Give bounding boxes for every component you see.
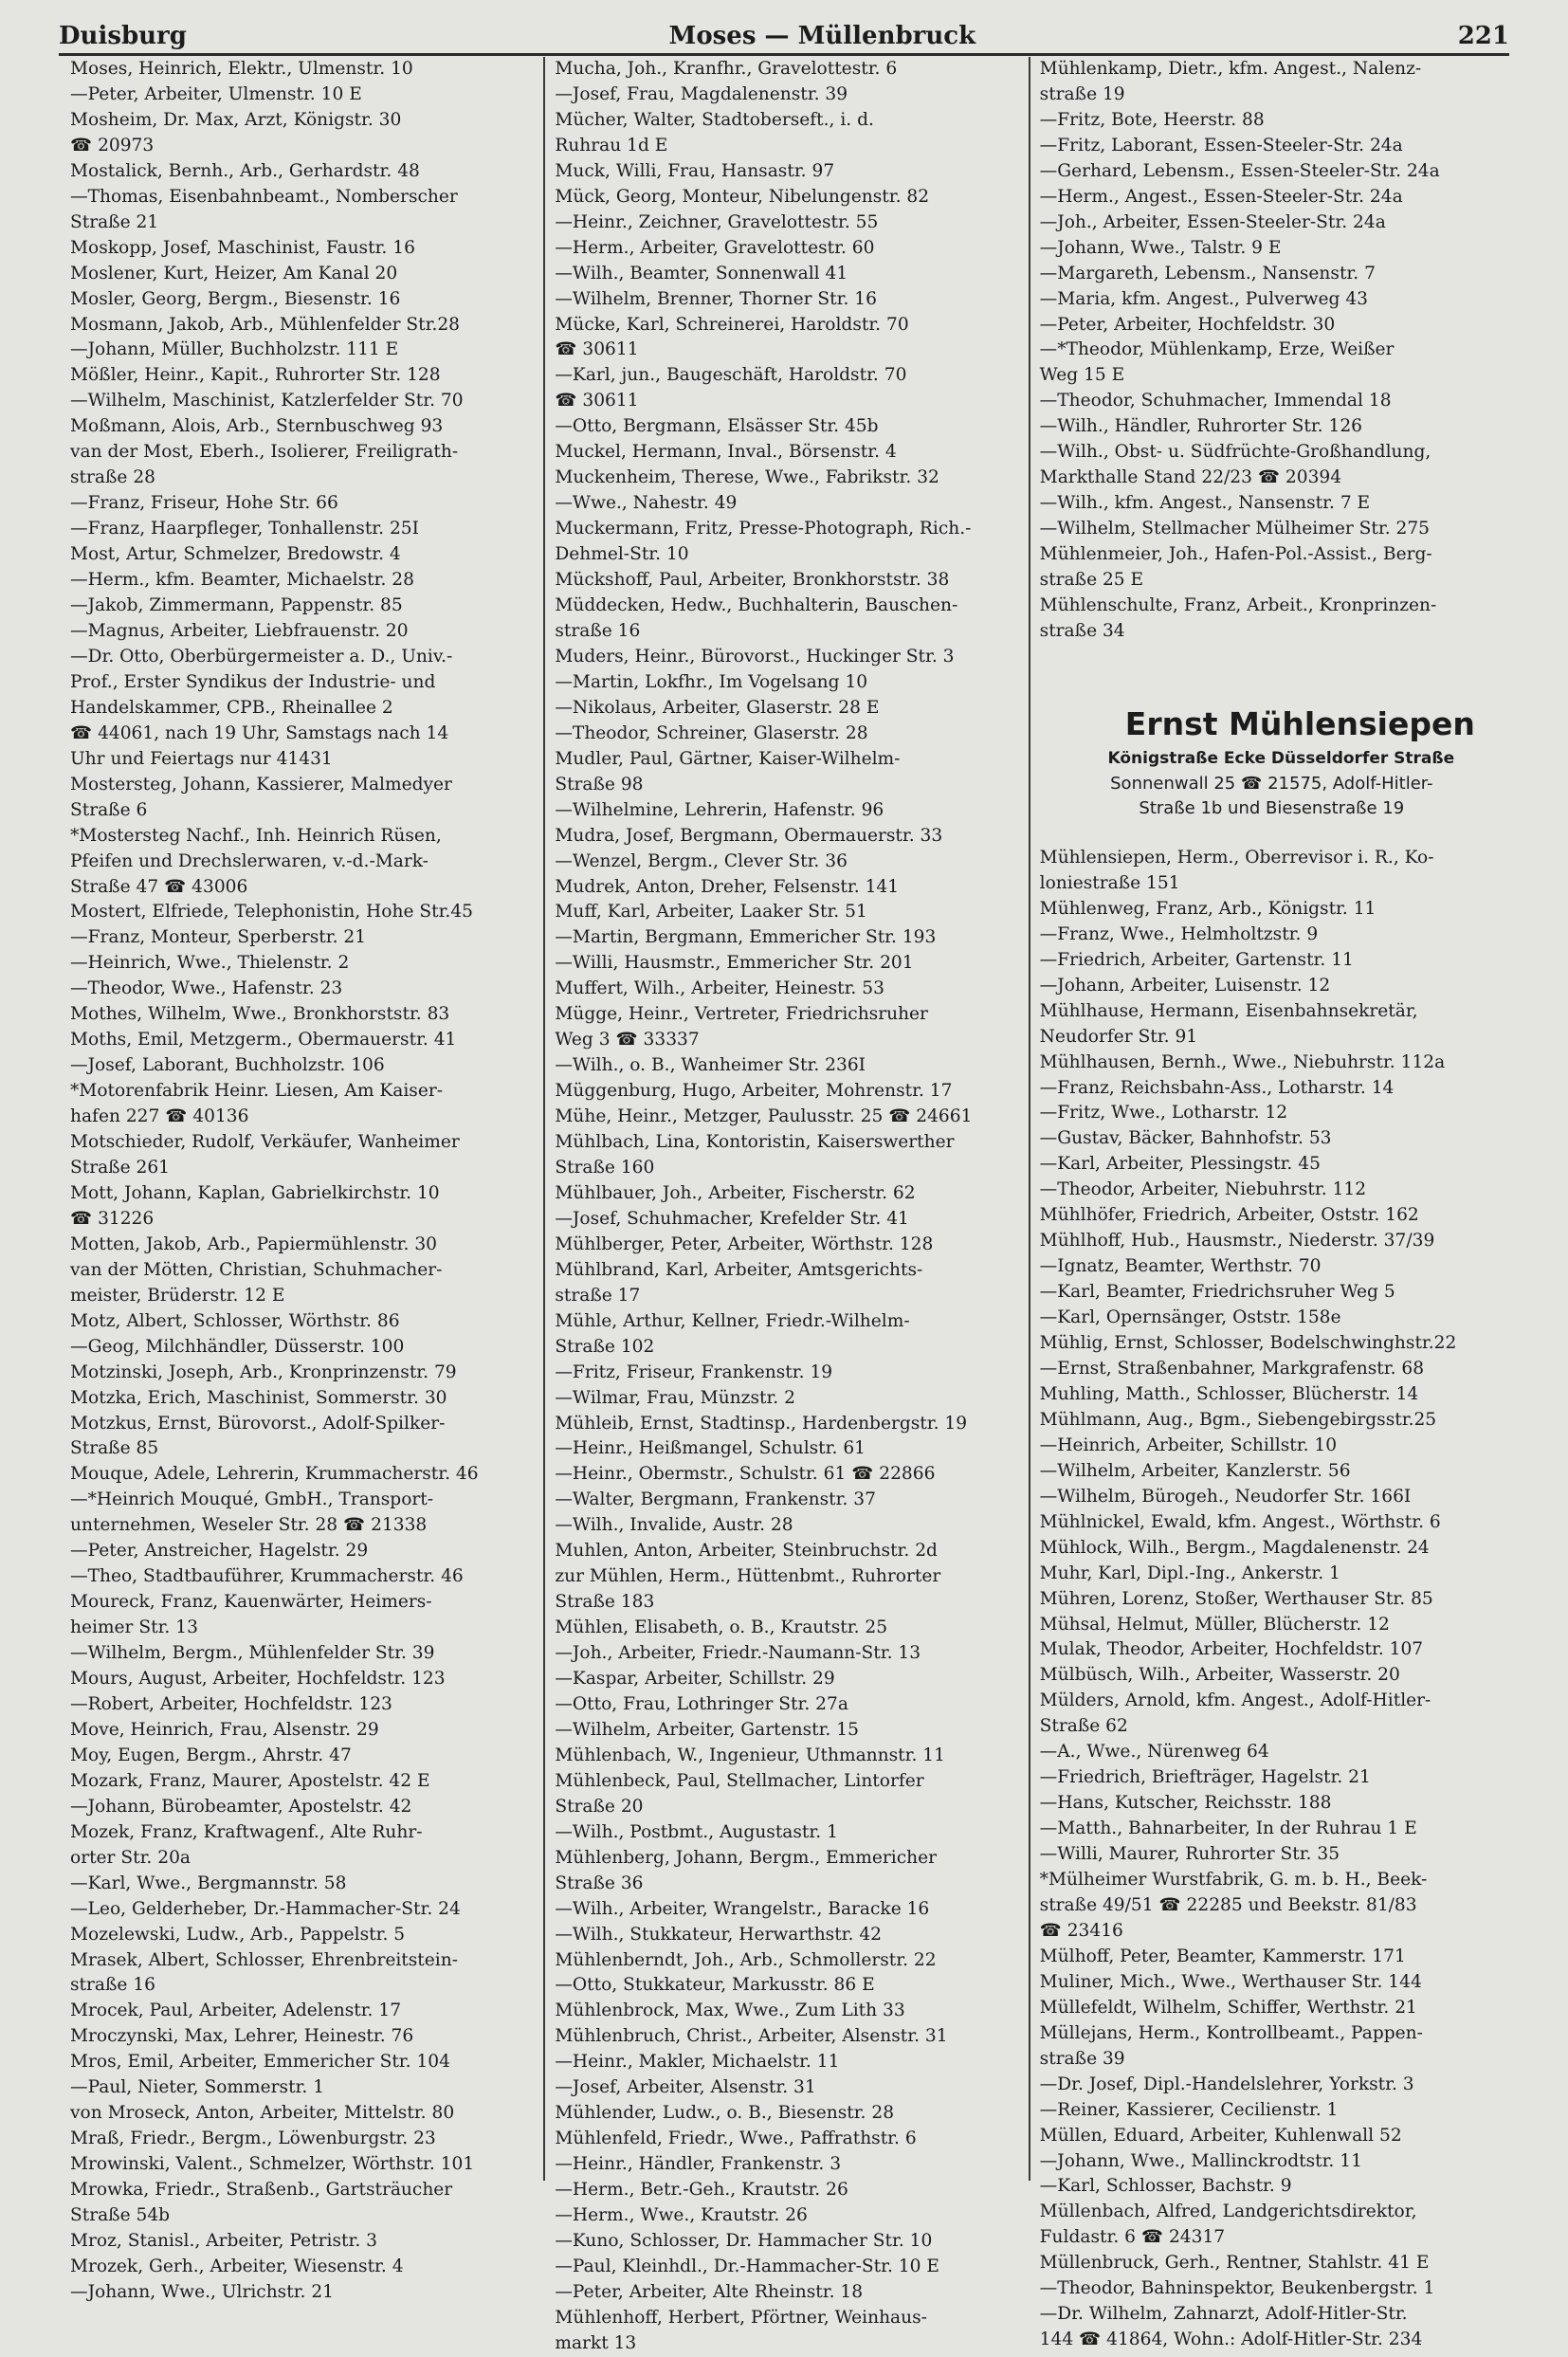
entry-line: Mücke, Karl, Schreinerei, Haroldstr. 70 [555, 314, 909, 335]
entry-line: —Kaspar, Arbeiter, Schillstr. 29 [555, 1669, 835, 1690]
entry-line: Mügge, Heinr., Vertreter, Friedrichsruher [555, 1004, 928, 1025]
entry-line: Mülbüsch, Wilh., Arbeiter, Wasserstr. 20 [1039, 1665, 1400, 1686]
entry-line: —Nikolaus, Arbeiter, Glaserstr. 28 E [555, 697, 880, 718]
entry-line: —Herm., kfm. Beamter, Michaelstr. 28 [70, 570, 414, 591]
entry-line: Mühlbach, Lina, Kontoristin, Kaiserswerther [555, 1132, 955, 1153]
entry-line: straße 17 [555, 1285, 641, 1306]
entry-line: —A., Wwe., Nürenweg 64 [1039, 1742, 1269, 1763]
entry-line: —Wilhelm, Arbeiter, Gartenstr. 15 [555, 1719, 859, 1740]
entry-line: Mosler, Georg, Bergm., Biesenstr. 16 [70, 288, 401, 309]
entry-line: Fuldastr. 6 ☎ 24317 [1039, 2227, 1226, 2248]
entry-line: —Ernst, Straßenbahner, Markgrafenstr. 68 [1039, 1358, 1425, 1379]
entry-line: Mößler, Heinr., Kapit., Ruhrorter Str. 128 [70, 365, 441, 386]
entry-line: Mucha, Joh., Kranfhr., Gravelottestr. 6 [555, 59, 898, 79]
entry-line: Weg 3 ☎ 33337 [555, 1030, 700, 1051]
entry-line: —Geog, Milchhändler, Düsserstr. 100 [70, 1336, 405, 1357]
entry-line: —Karl, Opernsänger, Oststr. 158e [1039, 1307, 1341, 1328]
entry-line: —Johann, Wwe., Mallinckrodtstr. 11 [1039, 2150, 1362, 2171]
entry-line: —Fritz, Laborant, Essen-Steeler-Str. 24a [1039, 135, 1403, 155]
entry-line: —Theo, Stadtbauführer, Krummacherstr. 46 [70, 1566, 464, 1587]
entry-line: —Peter, Arbeiter, Alte Rheinstr. 18 [555, 2281, 864, 2302]
ad-address-line-3: Straße 1b und Biesenstraße 19 [1139, 797, 1405, 818]
entry-line: Mühlenbrock, Max, Wwe., Zum Lith 33 [555, 2001, 905, 2021]
entry-line: Mosmann, Jakob, Arb., Mühlenfelder Str.28 [70, 314, 461, 335]
entry-line: Mühlenkamp, Dietr., kfm. Angest., Nalenz- [1039, 59, 1422, 79]
entry-line: straße 39 [1039, 2048, 1125, 2069]
entry-line: Straße 21 [70, 211, 159, 232]
entry-line: Mostert, Elfriede, Telephonistin, Hohe Str.45 [70, 902, 473, 923]
entry-line: —Theodor, Schreiner, Glaserstr. 28 [555, 722, 868, 743]
entry-line: —Otto, Bergmann, Elsässer Str. 45b [555, 416, 879, 437]
entry-line: Mühlbrand, Karl, Arbeiter, Amtsgerichts- [555, 1259, 923, 1280]
entry-line: —*Theodor, Mühlenkamp, Erze, Weißer [1039, 339, 1395, 360]
entry-line: —Reiner, Kassierer, Cecilienstr. 1 [1039, 2099, 1339, 2120]
entry-line: Mühlhausen, Bernh., Wwe., Niebuhrstr. 112a [1039, 1051, 1446, 1072]
entry-line: Mosheim, Dr. Max, Arzt, Königstr. 30 [70, 109, 402, 130]
entry-line: —Dr. Josef, Dipl.-Handelslehrer, Yorkstr. 3 [1039, 2074, 1414, 2094]
entry-line: Muck, Willi, Frau, Hansastr. 97 [555, 160, 835, 181]
entry-line: —Wilh., o. B., Wanheimer Str. 236I [555, 1055, 866, 1076]
entry-line: Moßmann, Alois, Arb., Sternbuschweg 93 [70, 416, 444, 437]
entry-line: —Joh., Arbeiter, Essen-Steeler-Str. 24a [1039, 211, 1386, 232]
entry-line: Mühlenhoff, Herbert, Pförtner, Weinhaus- [555, 2307, 927, 2328]
entry-line: —Paul, Kleinhdl., Dr.-Hammacher-Str. 10 E [555, 2256, 939, 2276]
entry-line: Mroz, Stanisl., Arbeiter, Petristr. 3 [70, 2231, 377, 2252]
entry-line: Moureck, Franz, Kauenwärter, Heimers- [70, 1592, 432, 1613]
entry-line: Mraß, Friedr., Bergm., Löwenburgstr. 23 [70, 2129, 436, 2149]
entry-line: —Dr. Wilhelm, Zahnarzt, Adolf-Hitler-Str. [1039, 2304, 1408, 2325]
entry-line: Mulak, Theodor, Arbeiter, Hochfeldstr. 107 [1039, 1639, 1424, 1660]
entry-line: —Peter, Anstreicher, Hagelstr. 29 [70, 1541, 369, 1562]
entry-line: Mühlenschulte, Franz, Arbeit., Kronprinzen- [1039, 595, 1437, 616]
entry-line: —Wilhelm, Bergm., Mühlenfelder Str. 39 [70, 1643, 435, 1664]
entry-line: Mühlensiepen, Herm., Oberrevisor i. R., Ko- [1039, 847, 1434, 868]
entry-line: —Friedrich, Briefträger, Hagelstr. 21 [1039, 1767, 1371, 1788]
entry-line: Straße 98 [555, 774, 644, 795]
entry-line: unternehmen, Weseler Str. 28 ☎ 21338 [70, 1515, 428, 1536]
entry-line: —Hans, Kutscher, Reichsstr. 188 [1039, 1793, 1332, 1814]
entry-line: Mrowinski, Valent., Schmelzer, Wörthstr. 101 [70, 2154, 475, 2175]
entry-line: —Matth., Bahnarbeiter, In der Ruhrau 1 E [1039, 1818, 1417, 1839]
entry-line: Mühlberger, Peter, Arbeiter, Wörthstr. 128 [555, 1233, 934, 1254]
entry-line: Moths, Emil, Metzgerm., Obermauerstr. 41 [70, 1030, 457, 1051]
entry-line: Müllenbach, Alfred, Landgerichtsdirektor, [1039, 2202, 1417, 2222]
entry-line: Handelskammer, CPB., Rheinallee 2 [70, 697, 393, 718]
column-2 [543, 57, 1028, 2353]
entry-line: Mück, Georg, Monteur, Nibelungenstr. 82 [555, 186, 930, 207]
column-1 [61, 57, 543, 2302]
entry-line: —Otto, Stukkateur, Markusstr. 86 E [555, 1975, 875, 1996]
ad-address-line-1: Königstraße Ecke Düsseldorfer Straße [1107, 748, 1455, 768]
entry-line: —Wilh., Händler, Ruhrorter Str. 126 [1039, 416, 1362, 437]
entry-line: —Otto, Frau, Lothringer Str. 27a [555, 1694, 848, 1714]
entry-line: Straße 62 [1039, 1716, 1128, 1737]
entry-line: Mros, Emil, Arbeiter, Emmericher Str. 104 [70, 2052, 450, 2073]
entry-line: Mühlenweg, Franz, Arb., Königstr. 11 [1039, 898, 1377, 919]
entry-line: —Joh., Arbeiter, Friedr.-Naumann-Str. 13 [555, 1643, 921, 1664]
entry-line: —Jakob, Zimmermann, Pappenstr. 85 [70, 595, 403, 616]
entry-line: —Karl, jun., Baugeschäft, Haroldstr. 70 [555, 365, 907, 386]
entry-line: —Heinrich, Arbeiter, Schillstr. 10 [1039, 1434, 1338, 1455]
entry-line: —Walter, Bergmann, Frankenstr. 37 [555, 1489, 876, 1510]
entry-line: —Leo, Gelderheber, Dr.-Hammacher-Str. 24 [70, 1898, 461, 1919]
entry-line: Motzkus, Ernst, Bürovorst., Adolf-Spilker- [70, 1413, 446, 1434]
entry-line: —Wilmar, Frau, Münzstr. 2 [555, 1387, 795, 1408]
entry-line: Müggenburg, Hugo, Arbeiter, Mohrenstr. 17 [555, 1081, 953, 1102]
entry-line: —Wenzel, Bergm., Clever Str. 36 [555, 850, 848, 871]
entry-line: —Karl, Wwe., Bergmannstr. 58 [70, 1873, 347, 1893]
entry-line: straße 16 [70, 1975, 155, 1996]
ad-name: Ernst Mühlensiepen [1124, 704, 1475, 742]
entry-line: Muhlen, Anton, Arbeiter, Steinbruchstr. 2d [555, 1541, 938, 1562]
entry-line: Müllenbruck, Gerh., Rentner, Stahlstr. 41 E [1039, 2253, 1430, 2274]
entry-line: —Franz, Friseur, Hohe Str. 66 [70, 493, 338, 514]
entry-line: —Wilh., kfm. Angest., Nansenstr. 7 E [1039, 493, 1371, 514]
entry-line: —Karl, Arbeiter, Plessingstr. 45 [1039, 1154, 1321, 1175]
entry-line: —Franz, Wwe., Helmholtzstr. 9 [1039, 923, 1319, 944]
entry-line: —Wilhelm, Arbeiter, Kanzlerstr. 56 [1039, 1460, 1351, 1481]
entry-line: Mühlnickel, Ewald, kfm. Angest., Wörthstr. 6 [1039, 1511, 1441, 1532]
page-header [59, 19, 1509, 56]
entry-line: —Fritz, Wwe., Lotharstr. 12 [1039, 1103, 1288, 1124]
entry-line: —Wilh., Postbmt., Augustastr. 1 [555, 1821, 838, 1842]
entry-line: Mühlhöfer, Friedrich, Arbeiter, Oststr. 162 [1039, 1205, 1419, 1226]
entry-line: Mühlenbruch, Christ., Arbeiter, Alsenstr. 31 [555, 2026, 948, 2047]
entry-line: straße 19 [1039, 83, 1125, 104]
entry-line: —Karl, Beamter, Friedrichsruher Weg 5 [1039, 1282, 1395, 1303]
entry-line: Mühlenbach, W., Ingenieur, Uthmannstr. 11 [555, 1745, 945, 1765]
entry-line: Straße 183 [555, 1592, 655, 1613]
entry-line: Mühlenfeld, Friedr., Wwe., Paffrathstr. 6 [555, 2129, 917, 2149]
entry-line: Pfeifen und Drechslerwaren, v.-d.-Mark- [70, 850, 428, 871]
entry-line: Markthalle Stand 22/23 ☎ 20394 [1039, 467, 1342, 488]
entry-line: —*Heinrich Mouqué, GmbH., Transport- [70, 1489, 434, 1510]
entry-line: van der Mötten, Christian, Schuhmacher- [70, 1259, 443, 1280]
entry-line: Mühlenmeier, Joh., Hafen-Pol.-Assist., Berg- [1039, 544, 1432, 565]
entry-line: Mozelewski, Ludw., Arb., Pappelstr. 5 [70, 1924, 406, 1945]
entry-line: Mühlmann, Aug., Bgm., Siebengebirgsstr.25 [1039, 1409, 1437, 1430]
entry-line: Moses, Heinrich, Elektr., Ulmenstr. 10 [70, 59, 413, 79]
entry-line: Muliner, Mich., Wwe., Werthauser Str. 144 [1039, 1971, 1422, 1992]
entry-line: Mozek, Franz, Kraftwagenf., Alte Ruhr- [70, 1821, 423, 1842]
entry-line: van der Most, Eberh., Isolierer, Freiligrath- [70, 442, 459, 463]
column-3-entries-bottom [1040, 846, 1504, 2353]
advertisement [1040, 703, 1504, 821]
entry-line: Muckermann, Fritz, Presse-Photograph, Rich.- [555, 519, 972, 539]
entry-line: Straße 160 [555, 1157, 655, 1178]
entry-line: —Heinr., Zeichner, Gravelottestr. 55 [555, 211, 879, 232]
entry-line: ☎ 31226 [70, 1208, 155, 1229]
entry-line: Motten, Jakob, Arb., Papiermühlenstr. 30 [70, 1233, 437, 1254]
page-number: 221 [1457, 22, 1509, 50]
entry-line: Mours, August, Arbeiter, Hochfeldstr. 123 [70, 1669, 446, 1690]
entry-line: —Wilhelm, Stellmacher Mülheimer Str. 275 [1039, 519, 1431, 539]
entry-line: Straße 85 [70, 1438, 159, 1459]
entry-line: —Magnus, Arbeiter, Liebfrauenstr. 20 [70, 620, 409, 641]
entry-line: —Herm., Arbeiter, Gravelottestr. 60 [555, 237, 875, 258]
entry-line: meister, Brüderstr. 12 E [70, 1285, 285, 1306]
entry-line: *Motorenfabrik Heinr. Liesen, Am Kaiser- [70, 1081, 444, 1102]
entry-line: Mudrek, Anton, Dreher, Felsenstr. 141 [555, 876, 900, 897]
entry-line: —Johann, Wwe., Talstr. 9 E [1039, 237, 1282, 258]
entry-line: Mühlenbeck, Paul, Stellmacher, Lintorfer [555, 1770, 924, 1791]
entry-line: Mühlhause, Hermann, Eisenbahnsekretär, [1039, 1000, 1418, 1021]
entry-line: —Martin, Bergmann, Emmericher Str. 193 [555, 927, 937, 948]
entry-line: ☎ 20973 [70, 135, 155, 155]
entry-line: orter Str. 20a [70, 1847, 191, 1868]
entry-line: straße 49/51 ☎ 22285 und Beekstr. 81/83 [1039, 1895, 1417, 1915]
entry-line: Müddecken, Hedw., Buchhalterin, Bauschen- [555, 595, 958, 616]
entry-line: —Josef, Arbeiter, Alsenstr. 31 [555, 2077, 816, 2098]
entry-line: Muders, Heinr., Bürovorst., Huckinger Str. 3 [555, 646, 955, 667]
entry-line: —Wilh., Invalide, Austr. 28 [555, 1515, 793, 1536]
entry-line: Straße 261 [70, 1157, 171, 1178]
entry-line: Mrozek, Gerh., Arbeiter, Wiesenstr. 4 [70, 2256, 404, 2276]
entry-line: von Mroseck, Anton, Arbeiter, Mittelstr. 80 [70, 2103, 455, 2124]
entry-line: Mühlen, Elisabeth, o. B., Krautstr. 25 [555, 1617, 888, 1638]
entry-line: —Robert, Arbeiter, Hochfeldstr. 123 [70, 1694, 392, 1714]
entry-line: —Wilh., Stukkateur, Herwarthstr. 42 [555, 1924, 883, 1945]
entry-line: Mostalick, Bernh., Arb., Gerhardstr. 48 [70, 160, 420, 181]
entry-line: Mrocek, Paul, Arbeiter, Adelenstr. 17 [70, 2001, 402, 2021]
entry-line: heimer Str. 13 [70, 1617, 198, 1638]
entry-line: straße 25 E [1039, 570, 1144, 591]
entry-line: Move, Heinrich, Frau, Alsenstr. 29 [70, 1719, 379, 1740]
entry-line: Dehmel-Str. 10 [555, 544, 689, 565]
entry-line: Straße 54b [70, 2205, 171, 2226]
entry-line: Muckenheim, Therese, Wwe., Fabrikstr. 32 [555, 467, 939, 488]
entry-line: —Franz, Monteur, Sperberstr. 21 [70, 927, 367, 948]
entry-line: Mühlender, Ludw., o. B., Biesenstr. 28 [555, 2103, 895, 2124]
entry-line: —Wilh., Beamter, Sonnenwall 41 [555, 263, 848, 283]
entry-line: —Josef, Schuhmacher, Krefelder Str. 41 [555, 1208, 909, 1229]
entry-line: Mudra, Josef, Bergmann, Obermauerstr. 33 [555, 825, 943, 846]
entry-line: straße 28 [70, 467, 155, 488]
entry-line: 144 ☎ 41864, Wohn.: Adolf-Hitler-Str. 234 [1039, 2330, 1423, 2350]
entry-line: Müllen, Eduard, Arbeiter, Kuhlenwall 52 [1039, 2125, 1402, 2146]
entry-line: Straße 20 [555, 1796, 644, 1817]
entry-line: Motzinski, Joseph, Arb., Kronprinzenstr. 79 [70, 1361, 457, 1382]
entry-line: Straße 102 [555, 1336, 655, 1357]
entry-line: Mothes, Wilhelm, Wwe., Bronkhorststr. 83 [70, 1004, 450, 1025]
entry-line: —Martin, Lokfhr., Im Vogelsang 10 [555, 671, 868, 692]
entry-line: —Wilh., Obst- u. Südfrüchte-Großhandlung, [1039, 442, 1431, 463]
entry-line: —Herm., Angest., Essen-Steeler-Str. 24a [1039, 186, 1403, 207]
entry-line: hafen 227 ☎ 40136 [70, 1106, 249, 1127]
entry-line: Mühlbauer, Joh., Arbeiter, Fischerstr. 62 [555, 1182, 916, 1203]
entry-line: —Theodor, Wwe., Hafenstr. 23 [70, 978, 343, 999]
header-city: Duisburg [59, 22, 187, 50]
column-3 [1029, 57, 1513, 2350]
entry-line: Mühle, Arthur, Kellner, Friedr.-Wilhelm- [555, 1310, 910, 1331]
entry-line: —Theodor, Bahninspektor, Beukenbergstr. 1 [1039, 2278, 1435, 2299]
entry-line: Prof., Erster Syndikus der Industrie- und [70, 671, 436, 692]
entry-line: Mühlenberg, Johann, Bergm., Emmericher [555, 1847, 938, 1868]
entry-line: ☎ 44061, nach 19 Uhr, Samstags nach 14 [70, 722, 449, 743]
entry-line: —Peter, Arbeiter, Hochfeldstr. 30 [1039, 314, 1336, 335]
entry-line: *Mostersteg Nachf., Inh. Heinrich Rüsen, [70, 825, 442, 846]
directory-columns [61, 57, 1513, 2353]
entry-line: —Johann, Wwe., Ulrichstr. 21 [70, 2281, 335, 2302]
entry-line: loniestraße 151 [1039, 872, 1180, 893]
entry-line: Mudler, Paul, Gärtner, Kaiser-Wilhelm- [555, 748, 901, 769]
entry-line: —Heinr., Händler, Frankenstr. 3 [555, 2154, 842, 2175]
entry-line: Straße 6 [70, 799, 148, 820]
entry-line: Müllefeldt, Wilhelm, Schiffer, Werthstr. 21 [1039, 1997, 1417, 2018]
entry-line: —Peter, Arbeiter, Ulmenstr. 10 E [70, 83, 362, 104]
entry-line: Mrasek, Albert, Schlosser, Ehrenbreitstein- [70, 1949, 458, 1970]
entry-line: —Paul, Nieter, Sommerstr. 1 [70, 2077, 325, 2098]
entry-line: Moslener, Kurt, Heizer, Am Kanal 20 [70, 263, 398, 283]
entry-line: Mühsal, Helmut, Müller, Blücherstr. 12 [1039, 1614, 1390, 1635]
entry-line: —Fritz, Friseur, Frankenstr. 19 [555, 1361, 833, 1382]
entry-line: —Herm., Wwe., Krautstr. 26 [555, 2205, 808, 2226]
entry-line: —Theodor, Schuhmacher, Immendal 18 [1039, 391, 1392, 411]
entry-line: —Wilh., Arbeiter, Wrangelstr., Baracke 16 [555, 1898, 930, 1919]
entry-line: —Heinr., Makler, Michaelstr. 11 [555, 2052, 840, 2073]
entry-line: —Friedrich, Arbeiter, Gartenstr. 11 [1039, 949, 1354, 970]
entry-line: Muhling, Matth., Schlosser, Blücherstr. 14 [1039, 1383, 1419, 1404]
entry-line: —Heinr., Obermstr., Schulstr. 61 ☎ 22866 [555, 1464, 936, 1485]
entry-line: Mostersteg, Johann, Kassierer, Malmedyer [70, 774, 452, 795]
entry-line: Mühlock, Wilh., Bergm., Magdalenenstr. 24 [1039, 1537, 1430, 1558]
entry-line: Mrowka, Friedr., Straßenb., Gartsträucher [70, 2180, 453, 2201]
entry-line: —Thomas, Eisenbahnbeamt., Nomberscher [70, 186, 458, 207]
entry-line: —Kuno, Schlosser, Dr. Hammacher Str. 10 [555, 2231, 933, 2252]
entry-line: Mühlhoff, Hub., Hausmstr., Niederstr. 37/39 [1039, 1231, 1435, 1252]
entry-line: Muhr, Karl, Dipl.-Ing., Ankerstr. 1 [1039, 1562, 1340, 1583]
entry-line: Ruhrau 1d E [555, 135, 668, 155]
entry-line: —Wilhelm, Maschinist, Katzlerfelder Str. 70 [70, 391, 464, 411]
entry-line: Straße 36 [555, 1873, 644, 1893]
entry-line: Mühe, Heinr., Metzger, Paulusstr. 25 ☎ 24661 [555, 1106, 973, 1127]
entry-line: —Margareth, Lebensm., Nansenstr. 7 [1039, 263, 1376, 283]
entry-line: *Mülheimer Wurstfabrik, G. m. b. H., Beek- [1039, 1870, 1428, 1891]
entry-line: Mroczynski, Max, Lehrer, Heinestr. 76 [70, 2026, 414, 2047]
entry-line: —Johann, Arbeiter, Luisenstr. 12 [1039, 975, 1331, 996]
entry-line: —Wwe., Nahestr. 49 [555, 493, 738, 514]
entry-line: —Ignatz, Beamter, Werthstr. 70 [1039, 1256, 1322, 1277]
entry-line: Mühren, Lorenz, Stoßer, Werthauser Str. 85 [1039, 1588, 1433, 1609]
entry-line: Mülders, Arnold, kfm. Angest., Adolf-Hitler- [1039, 1690, 1431, 1711]
entry-line: —Theodor, Arbeiter, Niebuhrstr. 112 [1039, 1179, 1367, 1200]
entry-line: Moskopp, Josef, Maschinist, Faustr. 16 [70, 237, 415, 258]
entry-line: Motz, Albert, Schlosser, Wörthstr. 86 [70, 1310, 400, 1331]
entry-line: —Fritz, Bote, Heerstr. 88 [1039, 109, 1265, 130]
entry-line: straße 34 [1039, 620, 1125, 641]
entry-line: —Willi, Maurer, Ruhrorter Str. 35 [1039, 1844, 1340, 1865]
entry-line: Motzka, Erich, Maschinist, Sommerstr. 30 [70, 1387, 447, 1408]
entry-line: Müllejans, Herm., Kontrollbeamt., Pappen- [1039, 2022, 1423, 2043]
entry-line: markt 13 [555, 2332, 637, 2353]
entry-line: —Willi, Hausmstr., Emmericher Str. 201 [555, 953, 914, 974]
entry-line: straße 16 [555, 620, 641, 641]
entry-line: Mozark, Franz, Maurer, Apostelstr. 42 E [70, 1770, 430, 1791]
entry-line: —Wilhelm, Bürogeh., Neudorfer Str. 166I [1039, 1486, 1412, 1507]
header-range: Moses — Müllenbruck [668, 22, 976, 50]
entry-line: Mühlig, Ernst, Schlosser, Bodelschwinghstr.22 [1039, 1333, 1457, 1354]
ad-address-line-2: Sonnenwall 25 ☎ 21575, Adolf-Hitler- [1110, 773, 1433, 794]
entry-line: zur Mühlen, Herm., Hüttenbmt., Ruhrorter [555, 1566, 941, 1587]
entry-line: Neudorfer Str. 91 [1039, 1026, 1198, 1047]
column-3-entries-top [1040, 57, 1504, 645]
entry-line: Moy, Eugen, Bergm., Ahrstr. 47 [70, 1745, 352, 1765]
entry-line: Muffert, Wilh., Arbeiter, Heinestr. 53 [555, 978, 884, 999]
entry-line: —Wilhelm, Brenner, Thorner Str. 16 [555, 288, 877, 309]
entry-line: Motschieder, Rudolf, Verkäufer, Wanheimer [70, 1132, 460, 1153]
entry-line: Mücher, Walter, Stadtoberseft., i. d. [555, 109, 874, 130]
entry-line: —Franz, Reichsbahn-Ass., Lotharstr. 14 [1039, 1077, 1395, 1098]
entry-line: —Herm., Betr.-Geh., Krautstr. 26 [555, 2180, 848, 2201]
entry-line: —Heinr., Heißmangel, Schulstr. 61 [555, 1438, 866, 1459]
entry-line: Mott, Johann, Kaplan, Gabrielkirchstr. 10 [70, 1182, 440, 1203]
entry-line: —Gerhard, Lebensm., Essen-Steeler-Str. 24a [1039, 160, 1440, 181]
entry-line: Mückshoff, Paul, Arbeiter, Bronkhorststr. 38 [555, 570, 950, 591]
entry-line: Mühleib, Ernst, Stadtinsp., Hardenbergstr. 19 [555, 1413, 968, 1434]
entry-line: —Dr. Otto, Oberbürgermeister a. D., Univ.- [70, 646, 453, 667]
entry-line: —Gustav, Bäcker, Bahnhofstr. 53 [1039, 1128, 1332, 1149]
entry-line: —Johann, Bürobeamter, Apostelstr. 42 [70, 1796, 412, 1817]
entry-line: —Josef, Laborant, Buchholzstr. 106 [70, 1055, 385, 1076]
entry-line: —Karl, Schlosser, Bachstr. 9 [1039, 2176, 1292, 2197]
entry-line: Uhr und Feiertags nur 41431 [70, 748, 333, 769]
entry-line: Mülhoff, Peter, Beamter, Kammerstr. 171 [1039, 1946, 1406, 1966]
entry-line: Weg 15 E [1039, 365, 1125, 386]
entry-line: —Heinrich, Wwe., Thielenstr. 2 [70, 953, 350, 974]
entry-line: Muckel, Hermann, Inval., Börsenstr. 4 [555, 442, 897, 463]
entry-line: Muff, Karl, Arbeiter, Laaker Str. 51 [555, 902, 867, 923]
entry-line: Mouque, Adele, Lehrerin, Krummacherstr. 46 [70, 1464, 479, 1485]
entry-line: ☎ 30611 [555, 391, 639, 411]
entry-line: Mühlenberndt, Joh., Arb., Schmollerstr. 22 [555, 1949, 937, 1970]
entry-line: ☎ 30611 [555, 339, 639, 360]
entry-line: —Johann, Müller, Buchholzstr. 111 E [70, 339, 399, 360]
entry-line: Straße 47 ☎ 43006 [70, 876, 248, 897]
entry-line: —Franz, Haarpfleger, Tonhallenstr. 25I [70, 519, 419, 539]
entry-line: —Maria, kfm. Angest., Pulverweg 43 [1039, 288, 1368, 309]
entry-line: —Wilhelmine, Lehrerin, Hafenstr. 96 [555, 799, 884, 820]
entry-line: ☎ 23416 [1039, 1920, 1123, 1941]
entry-line: —Josef, Frau, Magdalenenstr. 39 [555, 83, 848, 104]
entry-line: Most, Artur, Schmelzer, Bredowstr. 4 [70, 544, 401, 565]
